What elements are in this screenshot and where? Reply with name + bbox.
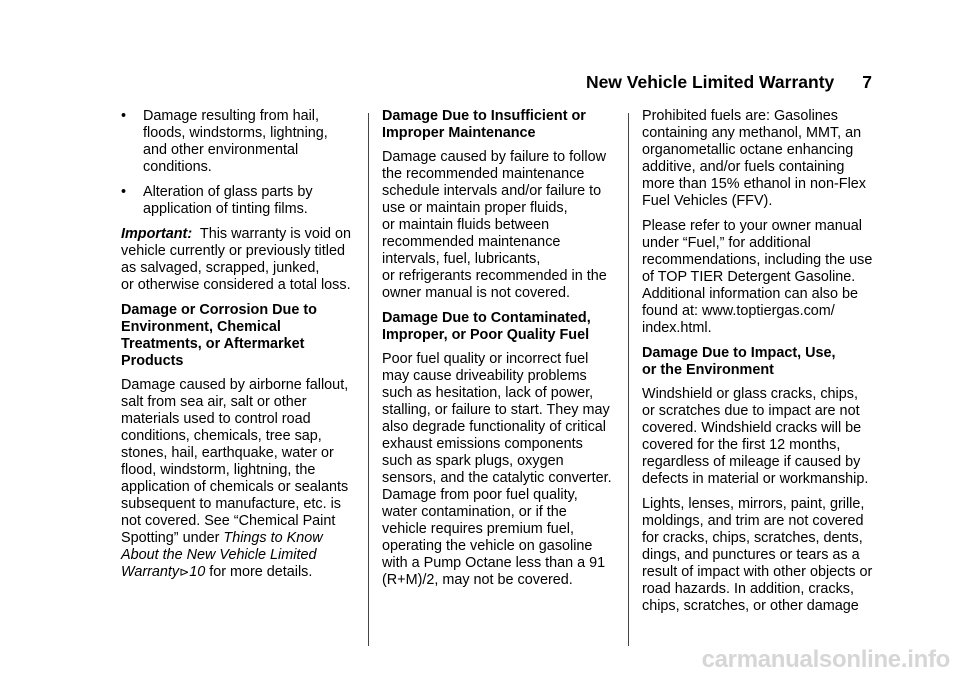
text-line: floods, windstorms, lightning, <box>143 125 328 141</box>
text-line: stones, hail, earthquake, water or <box>121 445 334 461</box>
column-3 <box>642 108 878 623</box>
text-line: Alteration of glass parts by <box>143 184 313 200</box>
text-line: conditions, chemicals, tree sap, <box>121 428 322 444</box>
text-line: intervals, fuel, lubricants, <box>382 251 541 267</box>
heading-line: Environment, Chemical <box>121 319 281 335</box>
column-1 <box>121 108 361 589</box>
text-line: (R+M)/2, may not be covered. <box>382 572 573 588</box>
text-line: Windshield or glass cracks, chips, <box>642 386 858 402</box>
text-line: Please refer to your owner manual <box>642 218 862 234</box>
text-line: covered for the first 12 months, <box>642 437 841 453</box>
heading-line: Treatments, or Aftermarket <box>121 336 305 352</box>
text-line: materials used to control road <box>121 411 311 427</box>
text-line: application of chemicals or sealants <box>121 479 349 495</box>
text-line: Damage from poor fuel quality, <box>382 487 578 503</box>
url-text-line: found at: www.toptiergas.com/ <box>642 303 835 319</box>
text-line: vehicle currently or previously titled <box>121 243 345 259</box>
text-line: subsequent to manufacture, etc. is <box>121 496 341 512</box>
text-line: flood, windstorm, lightning, the <box>121 462 316 478</box>
text-line: or refrigerants recommended in the <box>382 268 607 284</box>
text-line: stalling, or failure to start. They may <box>382 402 610 418</box>
text-line: Damage caused by airborne fallout, <box>121 377 349 393</box>
page-header <box>0 72 872 93</box>
text-line: the recommended maintenance <box>382 166 585 182</box>
section-heading-fuel <box>382 310 618 344</box>
section-heading-maintenance <box>382 108 618 142</box>
text-line: result of impact with other objects or <box>642 564 873 580</box>
bullet-item-hail <box>121 108 361 176</box>
text-line: chips, scratches, or other damage <box>642 598 859 614</box>
heading-line: or the Environment <box>642 362 774 378</box>
text-line: or maintain fluids between <box>382 217 550 233</box>
text-line: additive, and/or fuels containing <box>642 159 845 175</box>
text-line: Damage caused by failure to follow <box>382 149 606 165</box>
text-line: Damage resulting from hail, <box>143 108 319 124</box>
heading-line: Damage Due to Impact, Use, <box>642 345 836 361</box>
text-line: as salvaged, scrapped, junked, <box>121 260 320 276</box>
heading-line: Damage Due to Contaminated, <box>382 310 591 326</box>
site-watermark: carmanualsonline.info <box>701 646 950 673</box>
text-line: Poor fuel quality or incorrect fuel <box>382 351 589 367</box>
text-line: and other environmental <box>143 142 299 158</box>
text-line: containing any methanol, MMT, an <box>642 125 862 141</box>
text-line: This warranty is void on <box>199 226 352 242</box>
bullet-mark: • <box>121 108 127 124</box>
column-divider-2 <box>628 113 629 646</box>
text-line: of TOP TIER Detergent Gasoline. <box>642 269 856 285</box>
cross-reference-link[interactable]: Warranty <box>121 564 180 580</box>
text-line: Spotting” under <box>121 530 220 546</box>
paragraph-windshield <box>642 386 878 488</box>
text-line: such as spark plugs, oxygen <box>382 453 564 469</box>
text-line: defects in material or workmanship. <box>642 471 869 487</box>
section-heading-impact <box>642 345 878 379</box>
important-label: Important: <box>121 226 193 242</box>
text-line: owner manual is not covered. <box>382 285 570 301</box>
column-divider-1 <box>368 113 369 646</box>
text-line: vehicle requires premium fuel, <box>382 521 574 537</box>
text-line: covered. Windshield cracks will be <box>642 420 862 436</box>
text-line: regardless of mileage if caused by <box>642 454 861 470</box>
text-line: application of tinting films. <box>143 201 308 217</box>
text-line: for cracks, chips, scratches, dents, <box>642 530 863 546</box>
paragraph-fuel <box>382 351 618 589</box>
text-line: dings, and punctures or tears as a <box>642 547 860 563</box>
text-line: Prohibited fuels are: Gasolines <box>642 108 838 124</box>
paragraph-maintenance <box>382 149 618 302</box>
text-line: or scratches due to impact are not <box>642 403 860 419</box>
text-line: or otherwise considered a total loss. <box>121 277 351 293</box>
heading-line: Improper Maintenance <box>382 125 536 141</box>
cross-reference-link[interactable]: About the New Vehicle Limited <box>121 547 317 563</box>
heading-line: Damage Due to Insufficient or <box>382 108 586 124</box>
text-line: such as hesitation, lack of power, <box>382 385 594 401</box>
text-line: water contamination, or if the <box>382 504 567 520</box>
text-line: recommended maintenance <box>382 234 561 250</box>
column-2 <box>382 108 618 597</box>
heading-line: Damage or Corrosion Due to <box>121 302 317 318</box>
text-line: Fuel Vehicles (FFV). <box>642 193 773 209</box>
text-line: organometallic octane enhancing <box>642 142 854 158</box>
paragraph-lights-lenses <box>642 496 878 615</box>
heading-line: Products <box>121 353 184 369</box>
text-line: may cause driveability problems <box>382 368 587 384</box>
text-line: road hazards. In addition, cracks, <box>642 581 854 597</box>
text-line: conditions. <box>143 159 212 175</box>
text-line: with a Pump Octane less than a 91 <box>382 555 606 571</box>
page-number: 7 <box>862 72 872 92</box>
text-line: exhaust emissions components <box>382 436 583 452</box>
text-line: for more details. <box>209 564 313 580</box>
text-line: recommendations, including the use <box>642 252 873 268</box>
text-line: Lights, lenses, mirrors, paint, grille, <box>642 496 865 512</box>
heading-line: Improper, or Poor Quality Fuel <box>382 327 590 343</box>
text-line: operating the vehicle on gasoline <box>382 538 593 554</box>
page-reference-arrow-icon: ⊳ <box>179 565 190 579</box>
section-heading-environment <box>121 302 361 370</box>
cross-reference-page[interactable]: 10 <box>189 564 206 580</box>
text-line: moldings, and trim are not covered <box>642 513 864 529</box>
cross-reference-link[interactable]: Things to Know <box>223 530 323 546</box>
paragraph-prohibited-fuels <box>642 108 878 210</box>
text-line: sensors, and the catalytic converter. <box>382 470 612 486</box>
text-line: not covered. See “Chemical Paint <box>121 513 336 529</box>
paragraph-owner-manual <box>642 218 878 337</box>
text-line: salt from sea air, salt or other <box>121 394 307 410</box>
text-line: use or maintain proper fluids, <box>382 200 568 216</box>
text-line: Additional information can also be <box>642 286 858 302</box>
text-line: also degrade functionality of critical <box>382 419 606 435</box>
text-line: under “Fuel,” for additional <box>642 235 811 251</box>
paragraph-environment <box>121 377 361 581</box>
bullet-mark: • <box>121 184 127 200</box>
text-line: more than 15% ethanol in non-Flex <box>642 176 866 192</box>
header-title: New Vehicle Limited Warranty <box>585 72 835 92</box>
url-text-line: index.html. <box>642 320 712 336</box>
important-note <box>121 226 361 294</box>
bullet-item-glass <box>121 184 361 218</box>
text-line: schedule intervals and/or failure to <box>382 183 602 199</box>
